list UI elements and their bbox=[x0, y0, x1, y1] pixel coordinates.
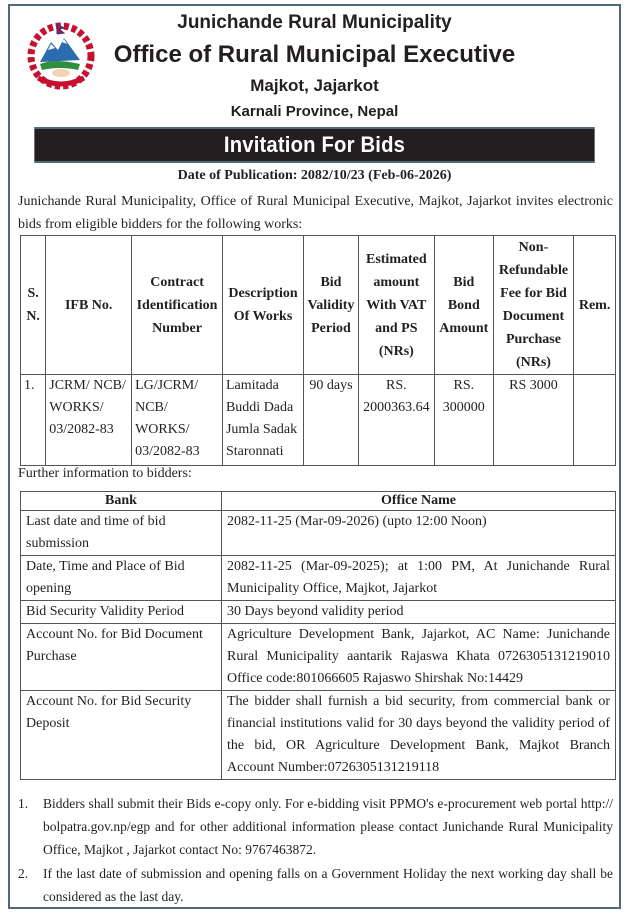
col-description: Description Of Works bbox=[222, 236, 303, 375]
note-number: 1. bbox=[18, 796, 29, 811]
table-row bbox=[21, 624, 616, 691]
info-label: Date, Time and Place of Bid opening bbox=[21, 556, 222, 601]
note-text: Bidders shall submit their Bids e-copy only. For e-bidding visit PPMO's e-procurement web portal http:// bolpatra.gov.np/egp and for other additional information please contact Junichande Rural Municipality Office, Majkot , Jajarkot contact No: 9767463872. bbox=[43, 796, 613, 857]
col-estimated-amount: Estimated amount With VAT and PS (NRs) bbox=[358, 236, 434, 375]
col-bid-bond: Bid Bond Amount bbox=[434, 236, 493, 375]
notes-list bbox=[18, 792, 613, 909]
table-row bbox=[21, 556, 616, 601]
col-fee: Non-Refundable Fee for Bid Document Purchase (NRs) bbox=[493, 236, 573, 375]
list-item bbox=[18, 792, 613, 861]
info-value: 30 Days beyond validity period bbox=[222, 601, 616, 624]
works-table-header bbox=[21, 236, 616, 375]
col-validity: Bid Validity Period bbox=[304, 236, 359, 375]
notice-title-banner: Invitation For Bids bbox=[34, 127, 594, 163]
cell-estimated-amount: RS. 2000363.64 bbox=[358, 375, 434, 466]
office-location: Majkot, Jajarkot bbox=[250, 76, 379, 95]
cell-description: Lamitada Buddi Dada Jumla Sadak Staronnati bbox=[222, 375, 303, 466]
further-info-label: Further information to bidders: bbox=[18, 466, 192, 481]
info-value: 2082-11-25 (Mar-09-2026) (upto 12:00 Noon) bbox=[222, 511, 616, 556]
info-value: The bidder shall furnish a bid security, from commercial bank or financial institutions valid for 30 days beyond the validity period of the bid, OR Agriculture Development Bank, Majkot Branch Account Number:0726305131219118 bbox=[222, 691, 616, 780]
table-row bbox=[21, 511, 616, 556]
cell-sn: 1. bbox=[21, 375, 46, 466]
document-frame bbox=[8, 4, 621, 909]
cell-bid-bond: RS. 300000 bbox=[434, 375, 493, 466]
list-item bbox=[18, 862, 613, 908]
works-table bbox=[20, 235, 616, 466]
cell-fee: RS 3000 bbox=[493, 375, 573, 466]
cell-ifb-no: JCRM/ NCB/ WORKS/ 03/2082-83 bbox=[46, 375, 132, 466]
table-row bbox=[21, 691, 616, 780]
col-sn: S. N. bbox=[21, 236, 46, 375]
bidder-info-table bbox=[20, 491, 616, 780]
info-label: Account No. for Bid Document Purchase bbox=[21, 624, 222, 691]
col-bank: Bank bbox=[21, 492, 222, 511]
info-label: Last date and time of bid submission bbox=[21, 511, 222, 556]
info-value: Agriculture Development Bank, Jajarkot, AC Name: Junichande Rural Municipality aantarik Rajaswa Khata 0726305131219010 Office code:801066605 Rajaswo Shirshak No:14429 bbox=[222, 624, 616, 691]
intro-paragraph: Junichande Rural Municipality, Office of Rural Municipal Executive, Majkot, Jajarkot invites electronic bids from eligible bidders for the following works: bbox=[18, 194, 613, 232]
cell-validity: 90 days bbox=[304, 375, 359, 466]
col-contract-id: Contract Identification Number bbox=[132, 236, 223, 375]
cell-remarks bbox=[574, 375, 616, 466]
office-name: Office of Rural Municipal Executive bbox=[113, 41, 516, 68]
note-number: 2. bbox=[18, 866, 29, 881]
col-office-name: Office Name bbox=[222, 492, 616, 511]
letterhead bbox=[10, 6, 619, 124]
table-row bbox=[21, 375, 616, 466]
col-remarks: Rem. bbox=[574, 236, 616, 375]
col-ifb-no: IFB No. bbox=[46, 236, 132, 375]
municipality-name: Junichande Rural Municipality bbox=[177, 12, 452, 33]
info-table-header bbox=[21, 492, 616, 511]
info-label: Account No. for Bid Security Deposit bbox=[21, 691, 222, 780]
publication-date: Date of Publication: 2082/10/23 (Feb-06-2026) bbox=[177, 168, 452, 183]
table-row bbox=[21, 601, 616, 624]
info-label: Bid Security Validity Period bbox=[21, 601, 222, 624]
note-text: If the last date of submission and opening falls on a Government Holiday the next working day shall be considered as the last day. bbox=[43, 866, 613, 904]
province: Karnali Province, Nepal bbox=[230, 103, 399, 120]
cell-contract-id: LG/JCRM/ NCB/ WORKS/ 03/2082-83 bbox=[132, 375, 223, 466]
info-value: 2082-11-25 (Mar-09-2025); at 1:00 PM, At Junichande Rural Municipality Office, Majkot, Jajarkot bbox=[222, 556, 616, 601]
